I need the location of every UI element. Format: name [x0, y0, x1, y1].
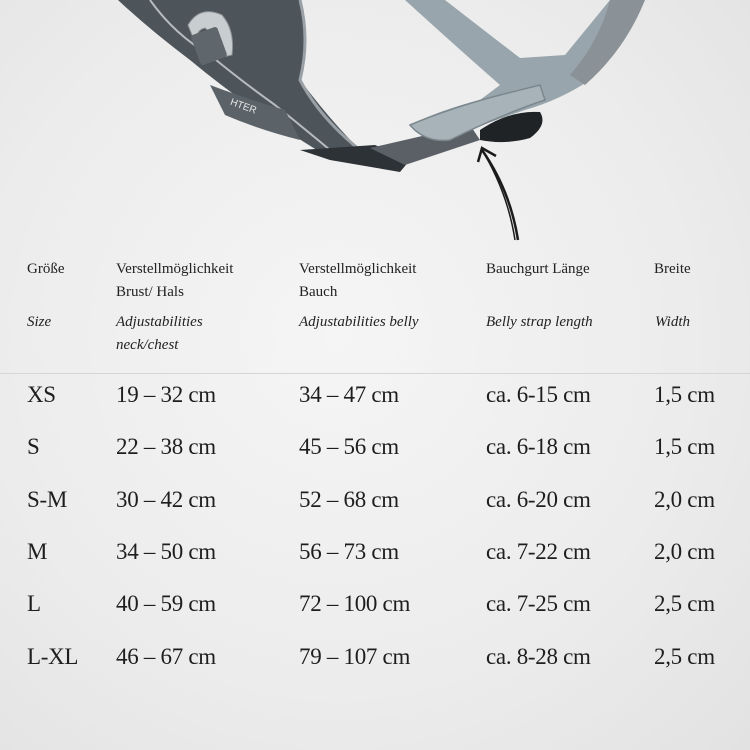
cell-belly-strap-length: ca. 7-25 cm: [486, 591, 591, 616]
cell-size: S: [27, 434, 40, 459]
cell-size: M: [27, 539, 48, 564]
header-width-de: Breite: [654, 261, 691, 277]
cell-belly-strap-length: ca. 6-20 cm: [486, 487, 591, 512]
cell-belly-strap-length: ca. 7-22 cm: [486, 539, 591, 564]
cell-size: XS: [27, 382, 56, 407]
header-neck-chest-en-line2: neck/chest: [116, 337, 179, 353]
cell-neck-chest: 40 – 59 cm: [116, 591, 216, 616]
header-neck-chest-de-line1: Verstellmöglichkeit: [116, 261, 234, 277]
cell-belly: 79 – 107 cm: [299, 644, 411, 669]
cell-neck-chest: 30 – 42 cm: [116, 487, 216, 512]
header-divider: [0, 373, 750, 374]
header-width-en: Width: [655, 314, 691, 330]
cell-size: L-XL: [27, 644, 79, 669]
header-neck-chest-de-line2: Brust/ Hals: [116, 284, 184, 300]
cell-belly-strap-length: ca. 6-15 cm: [486, 382, 591, 407]
header-neck-chest-en-line1: Adjustabilities: [116, 314, 203, 330]
header-belly-strap-length-de: Bauchgurt Länge: [486, 261, 590, 277]
header-belly-de-line2: Bauch: [299, 284, 338, 300]
cell-belly: 34 – 47 cm: [299, 382, 399, 407]
cell-size: S-M: [27, 487, 68, 512]
cell-belly: 52 – 68 cm: [299, 487, 399, 512]
header-size-en: Size: [27, 314, 52, 330]
cell-belly-strap-length: ca. 6-18 cm: [486, 434, 591, 459]
cell-width: 2,5 cm: [654, 591, 715, 616]
cell-neck-chest: 22 – 38 cm: [116, 434, 216, 459]
cell-width: 1,5 cm: [654, 382, 715, 407]
cell-width: 2,0 cm: [654, 487, 715, 512]
cell-belly: 72 – 100 cm: [299, 591, 411, 616]
header-size-de: Größe: [27, 261, 65, 277]
cell-width: 1,5 cm: [654, 434, 715, 459]
harness-product-image: [0, 0, 750, 250]
cell-neck-chest: 34 – 50 cm: [116, 539, 216, 564]
cell-neck-chest: 19 – 32 cm: [116, 382, 216, 407]
cell-width: 2,5 cm: [654, 644, 715, 669]
cell-belly: 45 – 56 cm: [299, 434, 399, 459]
cell-width: 2,0 cm: [654, 539, 715, 564]
header-belly-en: Adjustabilities belly: [299, 314, 419, 330]
brand-logo-text: HTER: [228, 96, 258, 117]
header-belly-de-line1: Verstellmöglichkeit: [299, 261, 417, 277]
header-belly-strap-length-en: Belly strap length: [486, 314, 593, 330]
cell-neck-chest: 46 – 67 cm: [116, 644, 216, 669]
cell-size: L: [27, 591, 41, 616]
cell-belly-strap-length: ca. 8-28 cm: [486, 644, 591, 669]
cell-belly: 56 – 73 cm: [299, 539, 399, 564]
